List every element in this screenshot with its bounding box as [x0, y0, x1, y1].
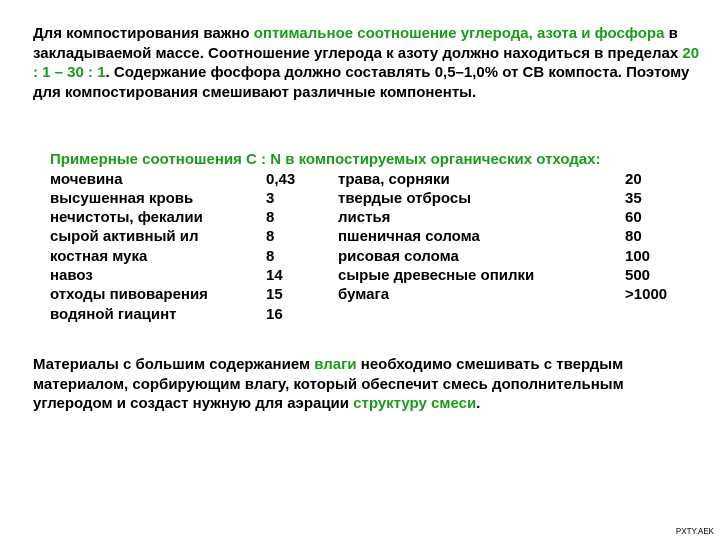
ratio-left: 15 [266, 286, 283, 304]
intro-text-2: в закладываемой массе. Соотношение углерода к азоту должно находиться в пределах [33, 25, 683, 62]
intro-text-1: Для компостирования важно [33, 25, 254, 42]
material-left: костная мука [50, 247, 148, 265]
outro-text-3: . [476, 395, 481, 412]
ratio-left: 0,43 [266, 170, 296, 188]
ratio-right: 20 [625, 170, 642, 188]
table-row [50, 227, 690, 246]
ratio-left: 3 [266, 189, 275, 207]
table-row [50, 266, 690, 285]
ratio-left: 16 [266, 305, 283, 323]
ratio-left: 14 [266, 266, 283, 284]
ratio-table-heading: Примерные соотношения С : N в компостируемых органических отходах: [50, 151, 601, 168]
material-right: пшеничная солома [338, 228, 480, 246]
material-left: сырой активный ил [50, 228, 199, 246]
material-left: нечистоты, фекалии [50, 209, 203, 227]
table-row [50, 305, 690, 324]
ratio-right: 500 [625, 266, 651, 284]
table-row [50, 170, 690, 189]
material-left: водяной гиацинт [50, 305, 177, 323]
table-row [50, 285, 690, 304]
material-right: твердые отбросы [338, 189, 472, 207]
intro-highlight-ratio: оптимальное соотношение углерода, азота и фосфора [253, 25, 665, 42]
outro-text-1: Материалы с большим содержанием [33, 356, 315, 373]
material-right: бумага [338, 286, 390, 304]
ratio-right: >1000 [625, 286, 668, 304]
ratio-left: 8 [266, 209, 275, 227]
material-left: отходы пивоварения [50, 286, 208, 304]
intro-highlight-range: 20 : 1 – 30 : 1 [33, 44, 700, 81]
table-row [50, 247, 690, 266]
material-right: сырые древесные опилки [338, 266, 535, 284]
footer-watermark: PXTY.AEK [675, 527, 714, 536]
ratio-right: 100 [625, 247, 651, 265]
intro-text-3: . Содержание фосфора должно составлять 0,5–1,0% от СВ компоста. Поэтому для компостирования смешивают различные компоненты. [33, 64, 690, 101]
outro-highlight-structure: структуру смеси [353, 395, 477, 412]
table-row [50, 189, 690, 208]
ratio-left: 8 [266, 228, 275, 246]
ratio-left: 8 [266, 247, 275, 265]
material-left: навоз [50, 266, 93, 284]
material-right: рисовая солома [338, 247, 459, 265]
intro-paragraph [33, 24, 701, 102]
outro-paragraph [33, 355, 701, 414]
ratio-right: 60 [625, 209, 642, 227]
material-right: трава, сорняки [338, 170, 450, 188]
outro-highlight-moisture: влаги [314, 356, 357, 373]
material-left: высушенная кровь [50, 189, 194, 207]
material-right: листья [338, 209, 391, 227]
ratio-right: 80 [625, 228, 642, 246]
table-row [50, 208, 690, 227]
outro-text-2: необходимо смешивать с твердым материалом, сорбирующим влагу, который обеспечит смесь дополнительным углеродом и создаст нужную для аэрации [33, 356, 624, 412]
material-left: мочевина [50, 170, 123, 188]
ratio-right: 35 [625, 189, 642, 207]
ratio-table [50, 150, 690, 324]
